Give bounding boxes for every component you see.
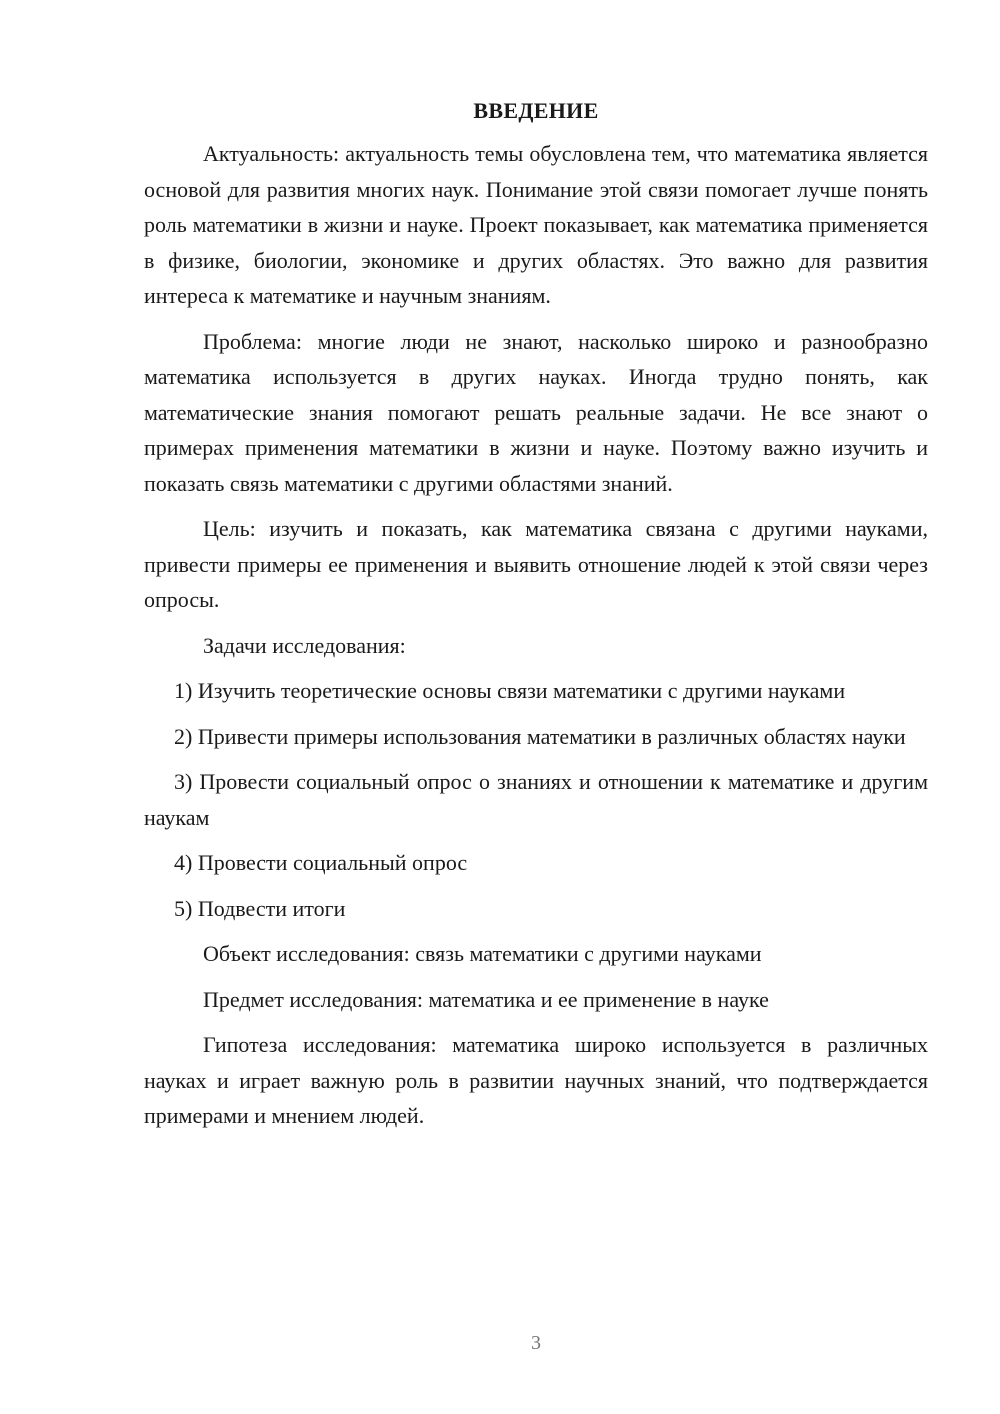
subject-paragraph: Предмет исследования: математика и ее применение в науке [203,986,769,1012]
document-page [144,96,928,1144]
relevance-paragraph: Актуальность: актуальность темы обусловлена тем, что математика является основой для развития многих наук. Понимание этой связи помогает лучше понять роль математики в жизни и науке. Проект показывает, как математика применяется в физике, биологии, экономике и других областях. Это важно для развития интереса к математике и научным знаниям. [144,141,928,308]
object-paragraph: Объект исследования: связь математики с другими науками [203,941,762,966]
goal-paragraph: Цель: изучить и показать, как математика связана с другими науками, привести примеры ее применения и выявить отношение людей к этой связи через опросы. [144,516,928,612]
task-item-2: 2) Привести примеры использования математики в различных областях науки [174,723,906,749]
hypothesis-paragraph: Гипотеза исследования: математика широко используется в различных науках и играет важную роль в развитии научных знаний, что подтверждается примерами и мнением людей. [144,1032,928,1128]
task-item-4: 4) Провести социальный опрос [174,850,468,875]
task-item-3: 3) Провести социальный опрос о знаниях и отношении к математике и другим наукам [144,769,928,830]
problem-paragraph: Проблема: многие люди не знают, насколько широко и разнообразно математика используется в других науках. Иногда трудно понять, как математические знания помогают решать реальные задачи. Не все знают о примерах применения математики в жизни и науке. Поэтому важно изучить и показать связь математики с другими областями знаний. [144,328,928,496]
page-number: 3 [531,1332,541,1354]
task-item-5: 5) Подвести итоги [174,895,346,921]
task-item-1: 1) Изучить теоретические основы связи математики с другими науками [174,678,846,703]
tasks-heading: Задачи исследования: [203,632,406,658]
page-title: ВВЕДЕНИЕ [473,98,599,123]
